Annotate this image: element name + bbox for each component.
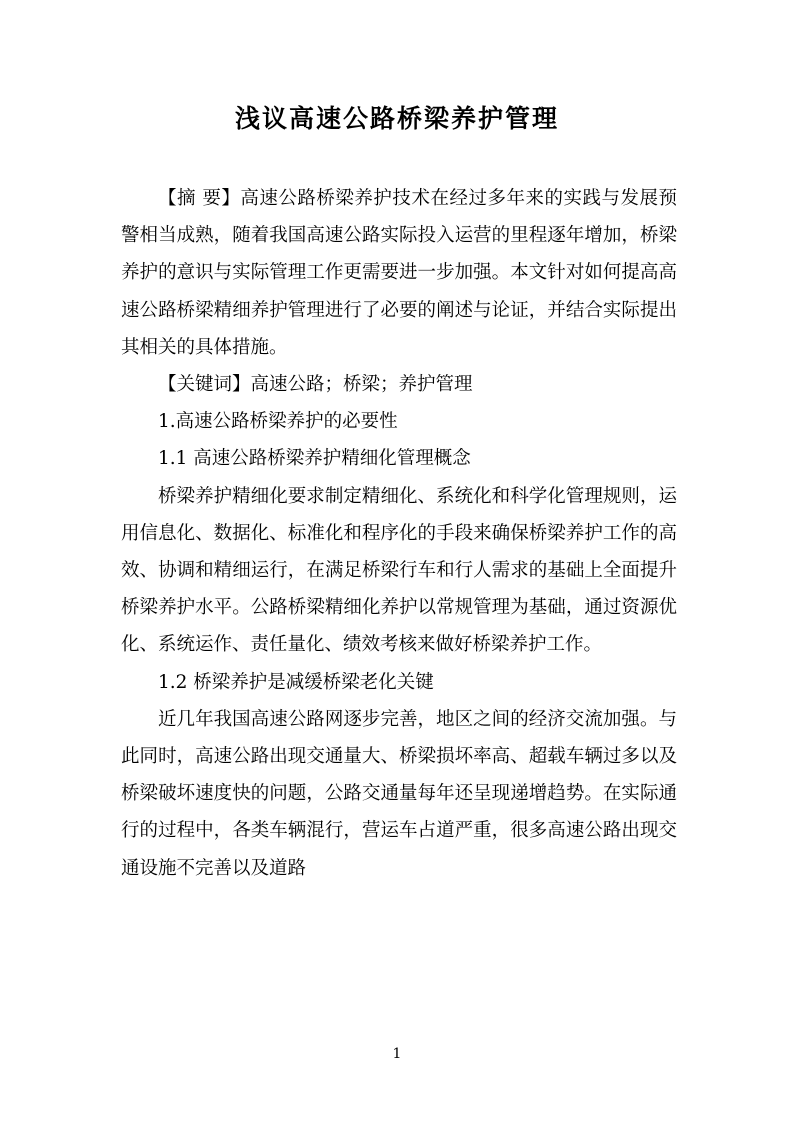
section-heading-1-1: 1.1 高速公路桥梁养护精细化管理概念 [158,448,471,470]
document-title: 浅议高速公路桥梁养护管理 [234,104,559,133]
keywords-line: 【关键词】高速公路；桥梁；养护管理 [158,374,473,396]
section-heading-1-2: 1.2 桥梁养护是减缓桥梁老化关键 [158,671,434,693]
body-paragraph-2: 近几年我国高速公路网逐步完善，地区之间的经济交流加强。与此同时，高速公路出现交通量大、桥梁损坏率高、超载车辆过多以及桥梁破坏速度快的问题，公路交通量每年还呈现递增趋势。在实际通行的过程中，各类车辆混行，营运车占道严重，很多高速公路出现交通设施不完善以及道路 [121,708,677,879]
abstract-paragraph: 【摘 要】高速公路桥梁养护技术在经过多年来的实践与发展预警相当成熟，随着我国高速公路实际投入运营的里程逐年增加，桥梁养护的意识与实际管理工作更需要进一步加强。本文针对如何提高高速公路桥梁精细养护管理进行了必要的阐述与论证，并结合实际提出其相关的具体措施。 [121,188,677,358]
section-heading-1: 1.高速公路桥梁养护的必要性 [158,411,398,433]
body-paragraph-1: 桥梁养护精细化要求制定精细化、系统化和科学化管理规则，运用信息化、数据化、标准化和程序化的手段来确保桥梁养护工作的高效、协调和精细运行，在满足桥梁行车和行人需求的基础上全面提升桥梁养护水平。公路桥梁精细化养护以常规管理为基础，通过资源优化、系统运作、责任量化、绩效考核来做好桥梁养护工作。 [121,485,677,656]
document-body [121,180,677,887]
page-number: 1 [392,1046,402,1062]
